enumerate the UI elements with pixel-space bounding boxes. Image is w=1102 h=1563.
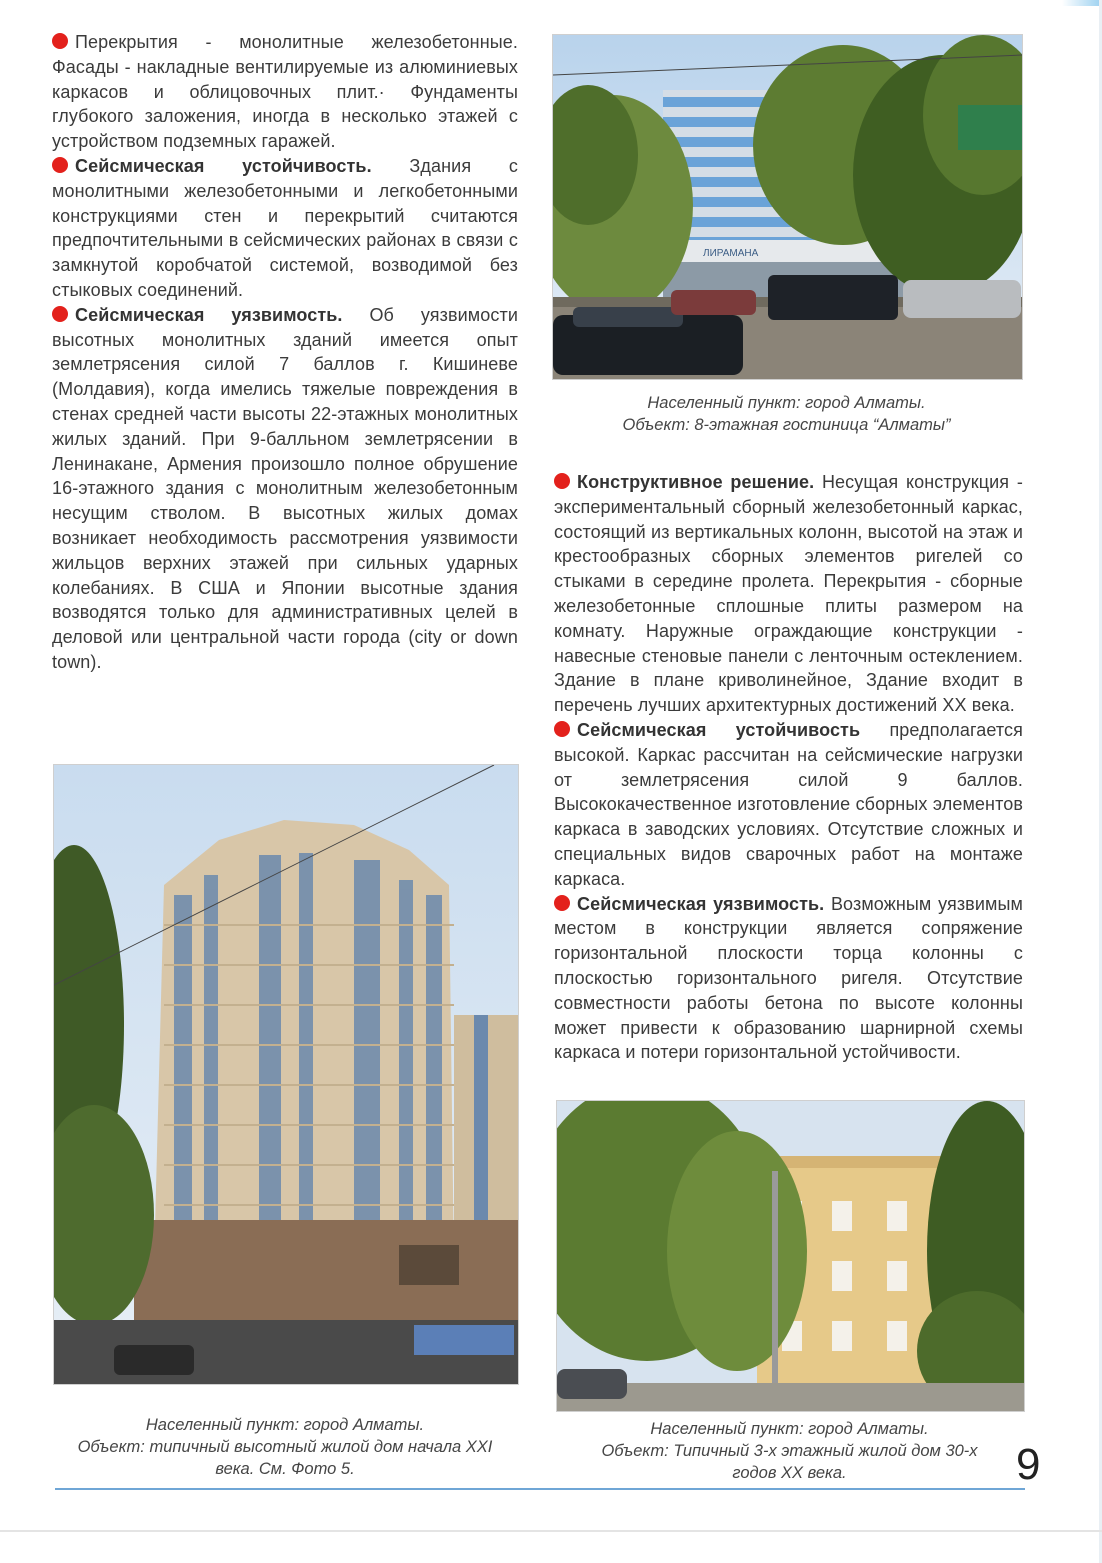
paragraph-heading: Конструктивное решение. — [577, 472, 815, 492]
right-paragraph-structure — [554, 470, 1023, 718]
paragraph-heading: Сейсмическая уязвимость. — [75, 304, 343, 325]
right-paragraph-seismic-vulnerability — [554, 892, 1023, 1066]
page-number: 9 — [1016, 1440, 1041, 1489]
red-bullet-icon — [52, 157, 68, 173]
right-column — [554, 470, 1023, 1065]
left-paragraph-seismic-vulnerability — [52, 303, 518, 675]
paragraph-heading: Сейсмическая устойчивость — [577, 719, 861, 740]
paragraph-text: Перекрытия - монолитные железобетонные. Фасады - накладные вентилируемые из алюминиевых каркасов и облицовочных плит.· Фундаменты глубокого заложения, иногда в несколько этажей с устройством подземных гаражей. — [52, 32, 518, 152]
left-paragraph-seismic-stability — [52, 154, 518, 303]
caption-line: века. См. Фото 5. — [215, 1460, 355, 1478]
caption-line: Объект: типичный высотный жилой дом начала XXI — [77, 1438, 493, 1456]
paragraph-heading: Сейсмическая устойчивость. — [75, 155, 372, 176]
photo-lowrise-residential — [556, 1100, 1025, 1412]
caption-lowrise — [556, 1418, 1023, 1484]
photo-hotel-almaty — [552, 34, 1023, 380]
caption-line: Объект: 8-этажная гостиница “Алматы” — [622, 416, 951, 434]
red-bullet-icon — [52, 33, 68, 49]
caption-line: Населенный пункт: город Алматы. — [145, 1416, 425, 1434]
corner-accent — [1062, 0, 1102, 6]
caption-line: Населенный пункт: город Алматы. — [650, 1420, 929, 1438]
paragraph-text: Об уязвимости высотных монолитных зданий имеется опыт землетрясения силой 7 баллов г. Кишиневе (Молдавия), когда имелись тяжелые повреждения в стенах средней части высоты 22-этажных монолитных жилых зданий. При 9-балльном землетрясении в Ленинакане, Армения произошло полное обрушение 16-этажного здания с монолитным железобетонным несущим стволом. В высотных жилых домах возникает необходимость рассмотрения уязвимости жильцов верхних этажей при сильных ударных колебаниях. В США и Японии высотные здания возводятся только для административных целей в деловой или центральной части города (city or down town). — [52, 304, 518, 672]
left-paragraph-floors — [52, 30, 518, 154]
photo-highrise-residential — [53, 764, 519, 1385]
hotel-fascia-sign: ЛИРАМАНА — [703, 248, 759, 259]
caption-highrise — [52, 1414, 518, 1480]
paragraph-text: Возможным уязвимым местом в конструкции является сопряжение горизонтальной плоскости торца колонны с плоскостью горизонтального ригеля. Отсутствие совместности работы бетона по высоте колонны может привести к образованию шарнирной схемы каркаса и потери горизонтальной устойчивости. — [554, 893, 1023, 1063]
footer-rule — [55, 1488, 1025, 1490]
paragraph-heading: Сейсмическая уязвимость. — [577, 893, 825, 914]
paragraph-text: Здания с монолитными железобетонными и легкобетонными конструкциями стен и перекрытий считаются предпочтительными в сейсмических районах в связи с замкнутой коробчатой системой, возводимой без стыковых соединений. — [52, 155, 519, 300]
page-bottom-edge — [0, 1530, 1102, 1532]
caption-line: годов XX века. — [732, 1464, 847, 1482]
left-column — [52, 30, 518, 675]
red-bullet-icon — [554, 895, 570, 911]
caption-hotel — [552, 392, 1021, 436]
caption-line: Населенный пункт: город Алматы. — [647, 394, 926, 412]
paragraph-text: предполагается высокой. Каркас рассчитан на сейсмические нагрузки от землетрясения силой 9 баллов. Высококачественное изготовление сборных элементов каркаса в заводских условиях. Отсутствие сложных и специальных видов сварочных работ на монтаже каркаса. — [554, 719, 1023, 889]
paragraph-text: Несущая конструкция - экспериментальный сборный железобетонный каркас, состоящий из вертикальных колонн, высотой на этаж и крестообразных сборных элементов ригелей со стыками в середине пролета. Перекрытия - сборные железобетонные сплошные плиты размером на комнату. Наружные ограждающие конструкции - навесные стеновые панели с ленточным остеклением. Здание в плане криволинейное, Здание входит в перечень лучших архитектурных достижений XX века. — [554, 472, 1023, 716]
red-bullet-icon — [554, 721, 570, 737]
red-bullet-icon — [52, 306, 68, 322]
right-paragraph-seismic-stability — [554, 718, 1023, 892]
red-bullet-icon — [554, 473, 570, 489]
caption-line: Объект: Типичный 3-х этажный жилой дом 30-х — [601, 1442, 978, 1460]
